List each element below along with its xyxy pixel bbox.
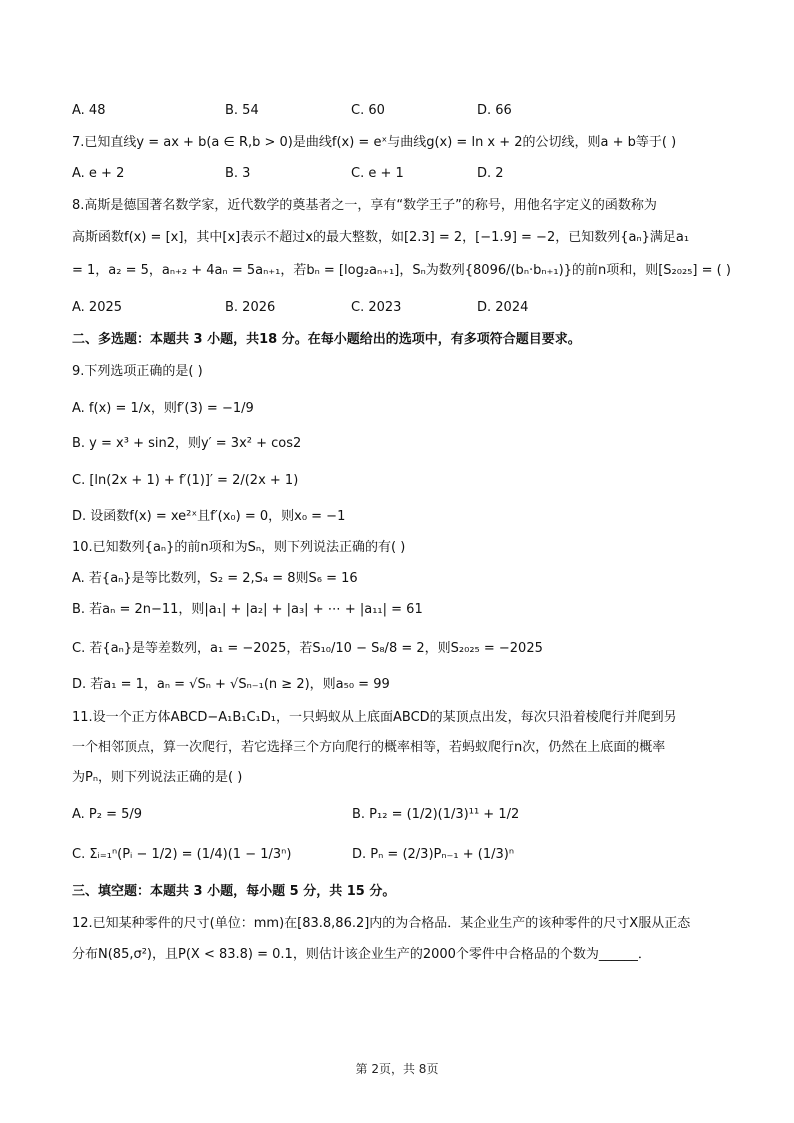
q11-options-row-2	[72, 840, 732, 870]
q7-option-a: A. e + 2	[72, 166, 125, 181]
q8-line-2: 高斯函数f(x) = [x]，其中[x]表示不超过x的最大整数，如[2.3] = 2，[−1.9] = −2，已知数列{aₙ}满足a₁	[72, 230, 690, 245]
q6-option-b: B. 54	[225, 103, 259, 118]
q9-option-d: D. 设函数f(x) = xe²ˣ且f′(x₀) = 0，则x₀ = −1	[72, 509, 346, 524]
q11-options-row-1	[72, 800, 732, 830]
q6-options	[72, 101, 732, 121]
q9-stem: 9.下列选项正确的是( )	[72, 364, 203, 379]
section-3-heading: 三、填空题：本题共 3 小题，每小题 5 分，共 15 分。	[72, 884, 396, 899]
q11-line-3: 为Pₙ，则下列说法正确的是( )	[72, 770, 243, 785]
q11-line-1: 11.设一个正方体ABCD−A₁B₁C₁D₁，一只蚂蚁从上底面ABCD的某顶点出发，每次只沿着棱爬行并爬到另	[72, 710, 677, 725]
q12-line-2: 分布N(85,σ²)，且P(X < 83.8) = 0.1，则估计该企业生产的2000个零件中合格品的个数为______．	[72, 947, 651, 962]
q11-option-a: A. P₂ = 5/9	[72, 807, 143, 822]
q12-line-1: 12.已知某种零件的尺寸(单位：mm)在[83.8,86.2]内的为合格品．某企业生产的该种零件的尺寸X服从正态	[72, 916, 691, 931]
q10-option-b: B. 若aₙ = 2n−11，则|a₁| + |a₂| + |a₃| + ⋯ + |a₁₁| = 61	[72, 602, 423, 617]
q10-option-d: D. 若a₁ = 1，aₙ = √Sₙ + √Sₙ₋₁(n ≥ 2)，则a₅₀ = 99	[72, 677, 390, 692]
q6-option-d: D. 66	[477, 103, 512, 118]
q10-option-c: C. 若{aₙ}是等差数列，a₁ = −2025，若S₁₀/10 − S₈/8 = 2，则S₂₀₂₅ = −2025	[72, 641, 543, 656]
q7-option-b: B. 3	[225, 166, 251, 181]
section-2-heading: 二、多选题：本题共 3 小题，共18 分。在每小题给出的选项中，有多项符合题目要求。	[72, 332, 581, 347]
q8-option-a: A. 2025	[72, 300, 123, 315]
q11-line-2: 一个相邻顶点，算一次爬行，若它选择三个方向爬行的概率相等，若蚂蚁爬行n次，仍然在上底面的概率	[72, 740, 666, 755]
q7-option-c: C. e + 1	[351, 166, 404, 181]
page-footer: 第 2页，共 8页	[355, 1062, 439, 1076]
q9-option-b: B. y = x³ + sin2，则y′ = 3x² + cos2	[72, 436, 302, 451]
q10-option-a: A. 若{aₙ}是等比数列，S₂ = 2,S₄ = 8则S₆ = 16	[72, 571, 358, 586]
q8-line-1: 8.高斯是德国著名数学家，近代数学的奠基者之一，享有“数学王子”的称号，用他名字定义的函数称为	[72, 198, 657, 213]
q11-option-c: C. Σᵢ₌₁ⁿ(Pᵢ − 1/2) = (1/4)(1 − 1/3ⁿ)	[72, 847, 292, 862]
q6-option-c: C. 60	[351, 103, 385, 118]
q8-option-c: C. 2023	[351, 300, 402, 315]
q8-option-b: B. 2026	[225, 300, 276, 315]
q7-option-d: D. 2	[477, 166, 504, 181]
q11-option-d: D. Pₙ = (2/3)Pₙ₋₁ + (1/3)ⁿ	[352, 847, 515, 862]
q8-line-3: = 1，a₂ = 5，aₙ₊₂ + 4aₙ = 5aₙ₊₁，若bₙ = [log₂aₙ₊₁]，Sₙ为数列{8096/(bₙ·bₙ₊₁)}的前n项和，则[S₂₀₂₅] = ( )	[72, 263, 731, 278]
q8-option-d: D. 2024	[477, 300, 529, 315]
q9-option-a: A. f(x) = 1/x，则f′(3) = −1/9	[72, 401, 254, 416]
q11-option-b: B. P₁₂ = (1/2)(1/3)¹¹ + 1/2	[352, 807, 520, 822]
q7-options	[72, 164, 732, 184]
q10-stem: 10.已知数列{aₙ}的前n项和为Sₙ，则下列说法正确的有( )	[72, 540, 406, 555]
q6-option-a: A. 48	[72, 103, 106, 118]
q8-options	[72, 298, 732, 318]
q7-stem: 7.已知直线y = ax + b(a ∈ R,b > 0)是曲线f(x) = eˣ与曲线g(x) = ln x + 2的公切线，则a + b等于( )	[72, 135, 677, 150]
q9-option-c: C. [ln(2x + 1) + f′(1)]′ = 2/(2x + 1)	[72, 473, 299, 488]
